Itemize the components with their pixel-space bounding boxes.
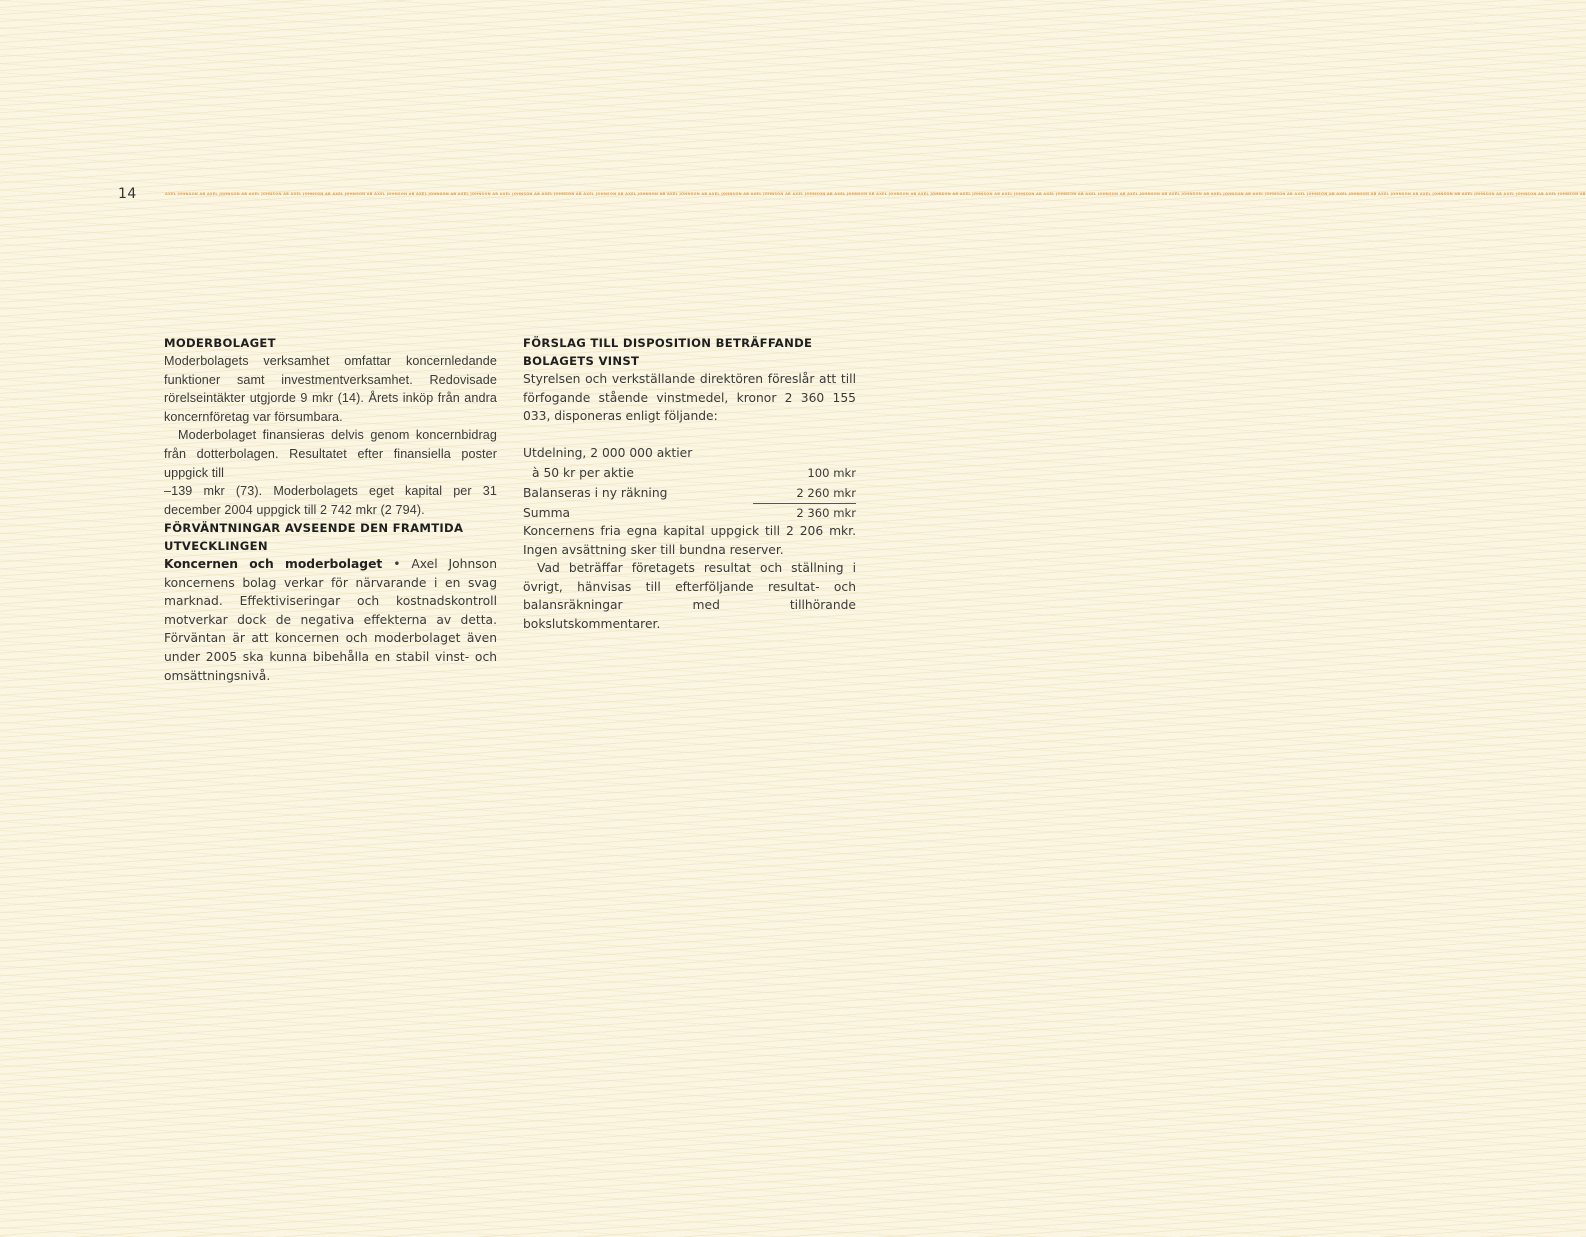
table-row	[523, 462, 856, 482]
forslag-intro: Styrelsen och verkställande direktören föreslår att till förfogande stående vinstmedel, kronor 2 360 155 033, disponeras enligt följande:	[523, 372, 856, 424]
bullet-separator: •	[393, 557, 401, 571]
row-label: Summa	[523, 505, 571, 520]
row-value: 2 260 mkr	[796, 485, 856, 500]
row-label: Balanseras i ny räkning	[523, 485, 668, 500]
row-label: Utdelning, 2 000 000 aktier	[523, 445, 693, 460]
moderbolaget-heading: MODERBOLAGET	[164, 336, 276, 350]
section-moderbolaget	[164, 334, 497, 519]
forslag-heading: FÖRSLAG TILL DISPOSITION BETRÄFFANDE BOLAGETS VINST	[523, 336, 813, 368]
disposition-table	[523, 442, 856, 522]
row-value: 100 mkr	[807, 465, 856, 480]
section-forslag-continued	[523, 522, 856, 634]
section-forslag	[523, 334, 856, 522]
row-value: 2 360 mkr	[753, 503, 856, 522]
moderbolaget-paragraph-2a: Moderbolaget finansieras delvis genom koncernbidrag från dotterbolagen. Resultatet efter finansiella poster uppgick till	[164, 428, 497, 480]
decorative-pattern-strip: AXEL JOHNSON AB AXEL JOHNSON AB AXEL JOHNSON AB AXEL JOHNSON AB AXEL JOHNSON AB AXEL JOHNSON AB AXEL JOHNSON AB AXEL JOHNSON AB AXEL JOHNSON AB AXEL JOHNSON AB AXEL JOHNSON AB AXEL JOHNSON AB AXEL JOHNSON AB AXEL JOHNSON AB AXEL JOHNSON AB AXEL JOHNSON AB AXEL JOHNSON AB AXEL JOHNSON AB AXEL JOHNSON AB AXEL JOHNSON AB AXEL JOHNSON AB AXEL JOHNSON AB AXEL JOHNSON AB AXEL JOHNSON AB AXEL JOHNSON AB AXEL JOHNSON AB AXEL JOHNSON AB AXEL JOHNSON AB AXEL JOHNSON AB AXEL JOHNSON AB AXEL JOHNSON AB AXEL JOHNSON AB AXEL JOHNSON AB AXEL JOHNSON AB	[165, 192, 1586, 196]
forslag-paragraph-fria: Koncernens fria egna kapital uppgick till 2 206 mkr. Ingen avsättning sker till bundna reserver.	[523, 524, 856, 557]
page-number: 14	[118, 186, 137, 202]
section-forvantningar	[164, 519, 497, 685]
moderbolaget-paragraph-1: Moderbolagets verksamhet omfattar koncernledande funktioner samt investmentverksamhet. Redovisade rörelseintäkter utgjorde 9 mkr (14). Årets inköp från andra koncernföretag var försumbara.	[164, 354, 497, 424]
table-row-sum	[523, 502, 856, 522]
table-row	[523, 442, 856, 462]
forvantningar-heading: FÖRVÄNTNINGAR AVSEENDE DEN FRAMTIDA UTVECKLINGEN	[164, 521, 464, 553]
table-row	[523, 482, 856, 502]
forvantningar-text: Axel Johnson koncernens bolag verkar för närvarande i en svag marknad. Effektiviseringar och kostnadskontroll motverkar dock de negativa effekterna av detta. Förväntan är att koncernen och moderbolaget även under 2005 ska kunna bibehålla en stabil vinst- och omsättningsnivå.	[164, 557, 497, 683]
moderbolaget-paragraph-2b: –139 mkr (73). Moderbolagets eget kapital per 31 december 2004 uppgick till 2 742 mkr (2 794).	[164, 484, 497, 517]
row-label: à 50 kr per aktie	[532, 465, 634, 480]
forvantningar-inline-heading: Koncernen och moderbolaget	[164, 557, 383, 571]
forslag-paragraph-vad: Vad beträffar företagets resultat och ställning i övrigt, hänvisas till efterföljande resultat- och balansräkningar med tillhörande bokslutskommentarer.	[523, 561, 856, 631]
forvantningar-paragraph	[164, 555, 497, 685]
